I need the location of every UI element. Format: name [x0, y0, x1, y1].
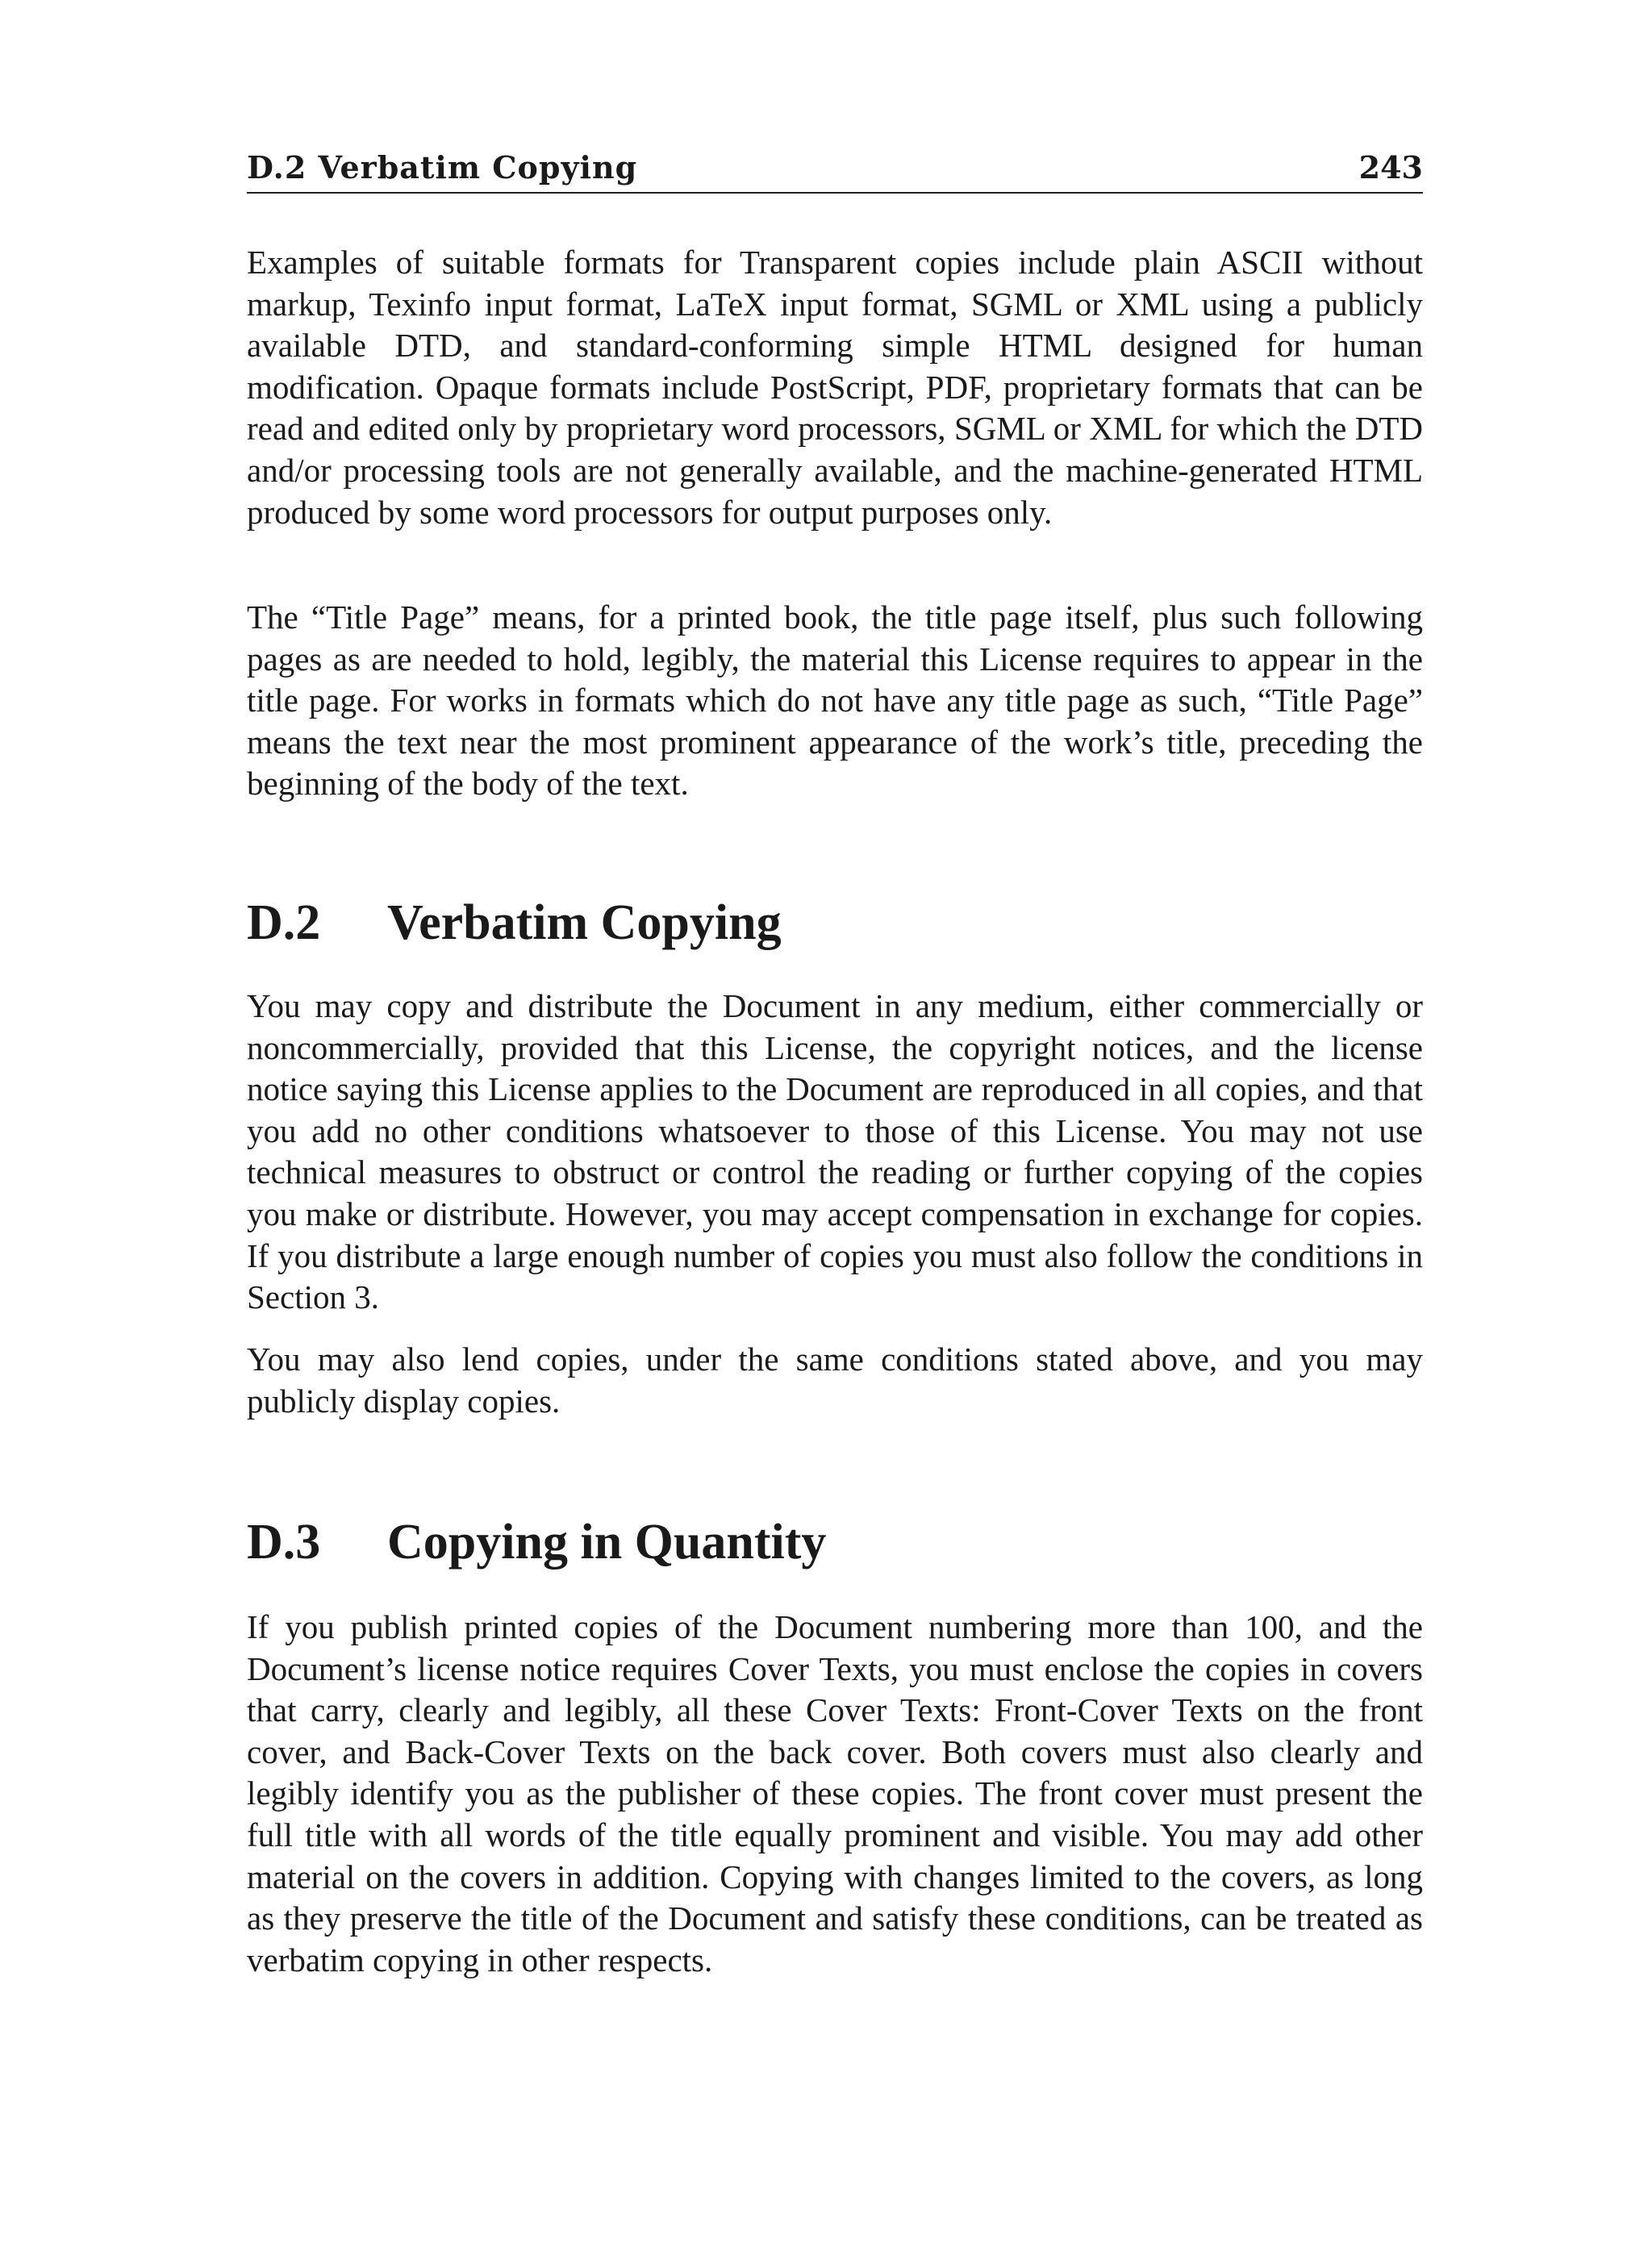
- section-heading-d2: [247, 894, 782, 952]
- section-title: Copying in Quantity: [387, 1515, 827, 1570]
- paragraph-lend-copies: You may also lend copies, under the same conditions stated above, and you may publicly display copies.: [247, 1340, 1423, 1420]
- section-title: Verbatim Copying: [387, 895, 782, 950]
- section-heading-d3: [247, 1513, 826, 1571]
- running-head-title: D.2 Verbatim Copying: [247, 149, 638, 186]
- paragraph-copying-in-quantity: If you publish printed copies of the Document numbering more than 100, and the Document’s license notice requires Cover Texts, you must enclose the copies in covers that carry, clearly and legibly, all these Cover Texts: Front-Cover Texts on the front cover, and Back-Cover Texts on the back cover. Both covers must also clearly and legibly identify you as the publisher of these copies. The front cover must present the full title with all words of the title equally prominent and visible. You may add other material on the covers in addition. Copying with changes limited to the covers, as long as they preserve the title of the Document and satisfy these conditions, can be treated as verbatim copying in other respects.: [247, 1608, 1423, 1978]
- running-head: [247, 150, 1423, 194]
- paragraph-title-page: The “Title Page” means, for a printed book, the title page itself, plus such following pages as are needed to hold, legibly, the material this License requires to appear in the title page. For works in formats which do not have any title page as such, “Title Page” means the text near the most prominent appearance of the work’s title, preceding the beginning of the body of the text.: [247, 598, 1423, 803]
- section-number: D.3: [247, 1515, 321, 1570]
- page-number: 243: [1358, 149, 1423, 186]
- paragraph-verbatim-copying: You may copy and distribute the Document in any medium, either commercially or noncommercially, provided that this License, the copyright notices, and the license notice saying this License applies to the Document are reproduced in all copies, and that you add no other conditions whatsoever to those of this License. You may not use technical measures to obstruct or control the reading or further copying of the copies you make or distribute. However, you may accept compensation in exchange for copies. If you distribute a large enough number of copies you must also follow the conditions in Section 3.: [247, 987, 1423, 1316]
- section-number: D.2: [247, 895, 321, 950]
- paragraph-transparent-formats: Examples of suitable formats for Transparent copies include plain ASCII without markup, Texinfo input format, LaTeX input format, SGML or XML using a publicly available DTD, and standard-conforming simple HTML designed for human modification. Opaque formats include PostScript, PDF, proprietary formats that can be read and edited only by proprietary word processors, SGML or XML for which the DTD and/or processing tools are not generally available, and the machine-generated HTML produced by some word processors for output purposes only.: [247, 244, 1423, 531]
